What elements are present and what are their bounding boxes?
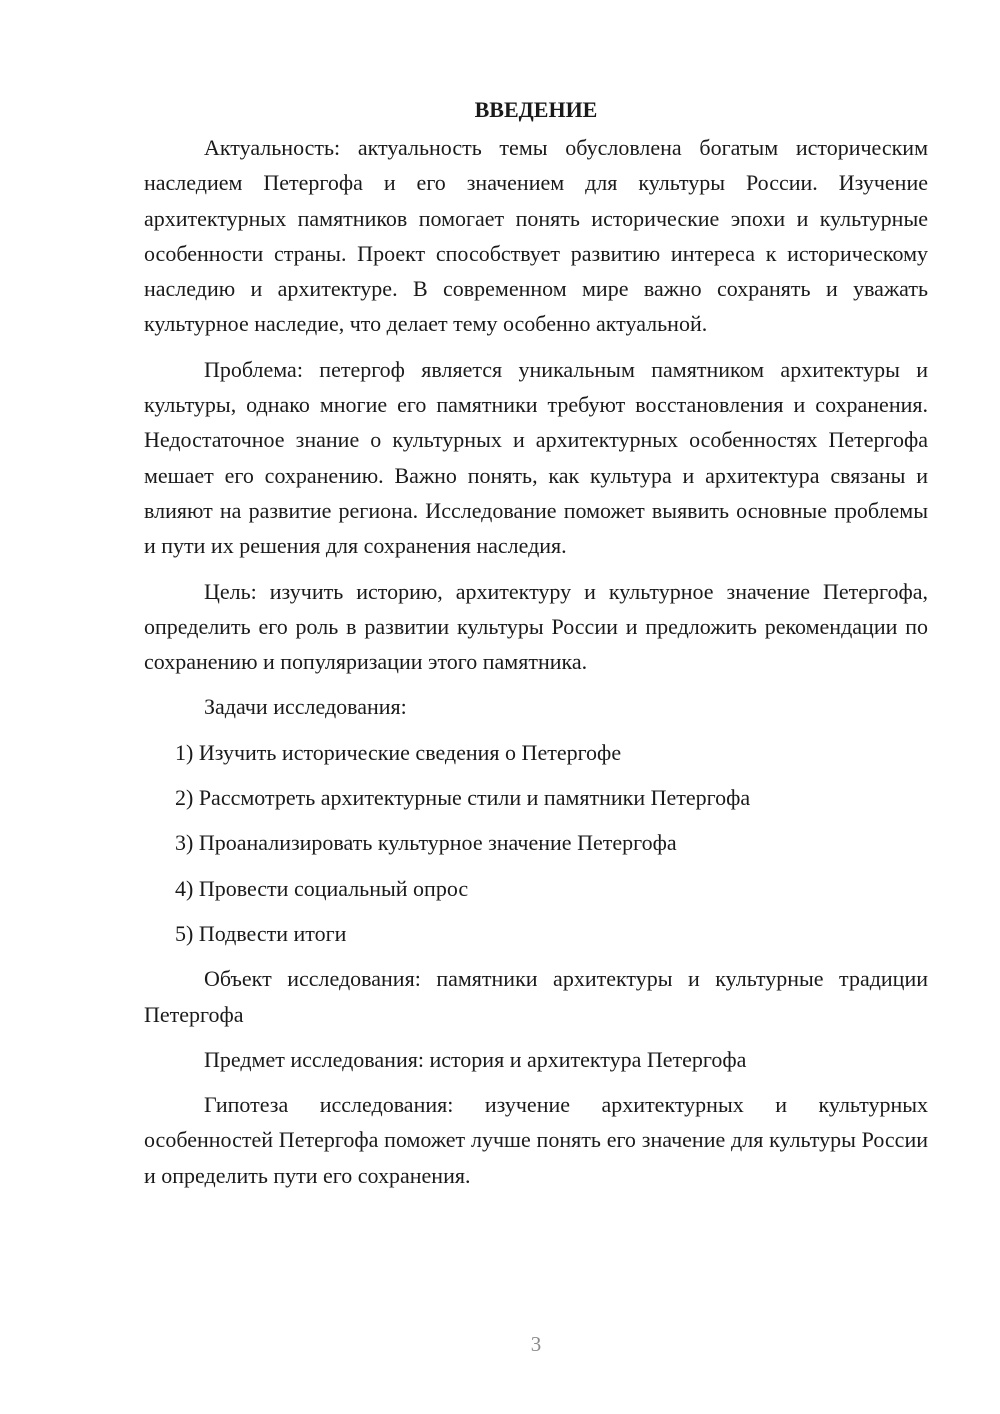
tasks-list	[144, 735, 928, 951]
hypothesis-paragraph: Гипотеза исследования: изучение архитектурных и культурных особенностей Петергофа поможет лучше понять его значение для культуры России и определить пути его сохранения.	[144, 1092, 928, 1188]
document-page	[144, 92, 928, 1203]
subject-paragraph: Предмет исследования: история и архитектура Петергофа	[204, 1046, 747, 1072]
task-item-5: 5) Подвести итоги	[175, 920, 347, 946]
tasks-title: Задачи исследования:	[204, 694, 407, 720]
task-item-3: 3) Проанализировать культурное значение Петергофа	[175, 830, 677, 856]
object-paragraph: Объект исследования: памятники архитектуры и культурные традиции Петергофа	[144, 966, 928, 1027]
goal-paragraph: Цель: изучить историю, архитектуру и культурное значение Петергофа, определить его роль в развитии культуры России и предложить рекомендации по сохранению и популяризации этого памятника.	[144, 578, 928, 675]
section-heading: ВВЕДЕНИЕ	[474, 97, 598, 122]
page-number: 3	[530, 1332, 542, 1356]
task-item-2: 2) Рассмотреть архитектурные стили и памятники Петергофа	[175, 785, 751, 811]
task-item-4: 4) Провести социальный опрос	[175, 875, 469, 901]
task-item-1: 1) Изучить исторические сведения о Петергофе	[175, 739, 622, 765]
problem-paragraph: Проблема: петергоф является уникальным памятником архитектуры и культуры, однако многие его памятники требуют восстановления и сохранения. Недостаточное знание о культурных и архитектурных особенностях Петергофа мешает его сохранению. Важно понять, как культура и архитектура связаны и влияют на развитие региона. Исследование поможет выявить основные проблемы и пути их решения для сохранения наследия.	[144, 356, 928, 559]
relevance-paragraph: Актуальность: актуальность темы обусловлена богатым историческим наследием Петергофа и его значением для культуры России. Изучение архитектурных памятников помогает понять исторические эпохи и культурные особенности страны. Проект способствует развитию интереса к историческому наследию и архитектуре. В современном мире важно сохранять и уважать культурное наследие, что делает тему особенно актуальной.	[144, 135, 928, 337]
